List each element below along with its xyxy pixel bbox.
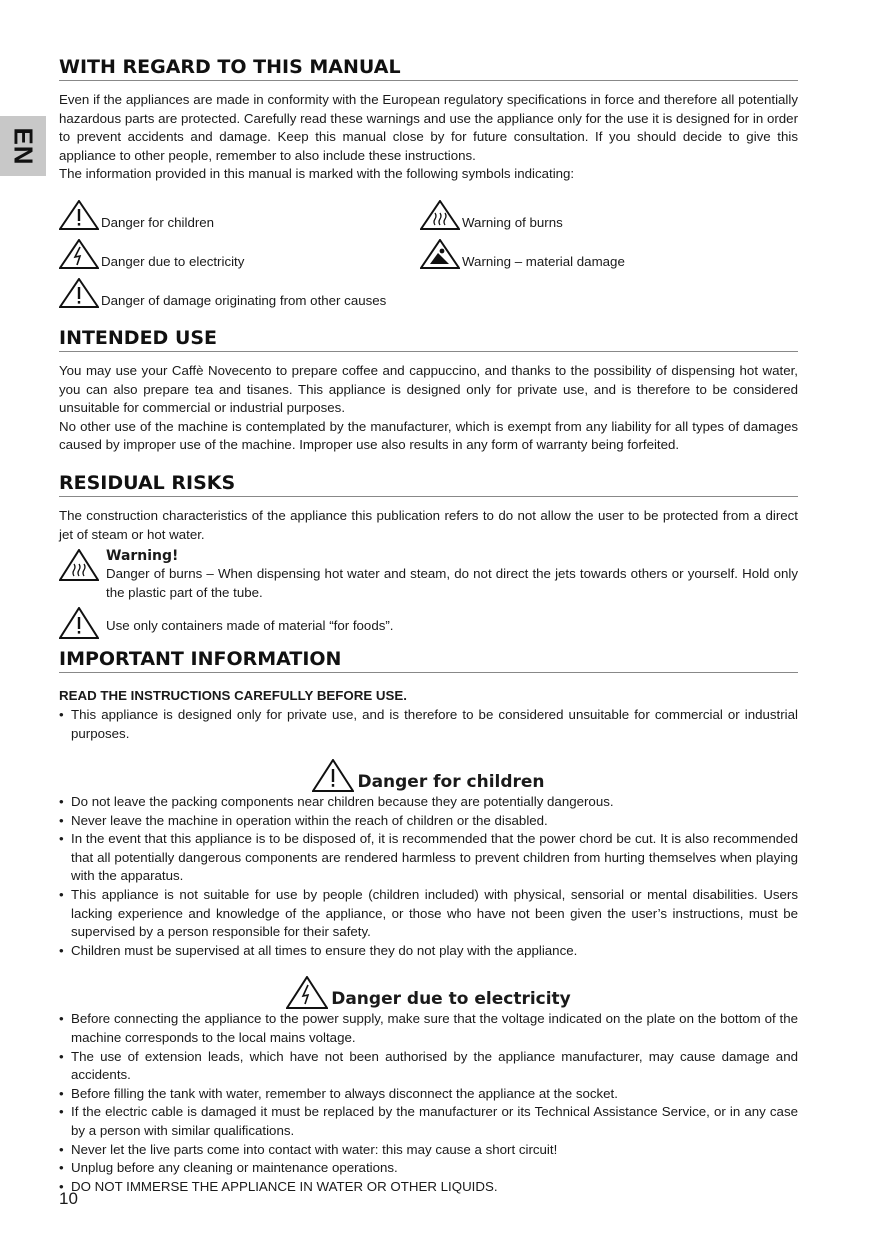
list-item: • This appliance is not suitable for use by people (children included) with physical, sensorial or mental disabilities. Users lacking experience and knowledge of the appliance, or those who have not been given the user’s instructions, must be supervised by a person responsible for their safety.	[59, 886, 798, 942]
warning-triangle-exclamation-icon	[312, 759, 354, 793]
list-item: • Do not leave the packing components near children because they are potentially dangerous.	[59, 793, 798, 812]
warning-triangle-electricity-icon	[286, 976, 328, 1010]
list-item: • Unplug before any cleaning or maintenance operations.	[59, 1159, 798, 1178]
children-danger-list	[59, 793, 798, 960]
warning-triangle-exclamation-icon	[59, 278, 99, 308]
list-item: • This appliance is designed only for private use, and is therefore to be considered unsuitable for commercial or industrial purposes.	[59, 706, 798, 743]
section-title-important-information: IMPORTANT INFORMATION	[59, 647, 798, 673]
page-number: 10	[59, 1189, 78, 1208]
section-intended-use	[59, 326, 798, 455]
warning-triangle-exclamation-icon	[59, 200, 99, 230]
symbol-legend	[59, 196, 798, 308]
list-item: • Never leave the machine in operation within the reach of children or the disabled.	[59, 812, 798, 831]
list-item: • Children must be supervised at all times to ensure they do not play with the appliance.	[59, 942, 798, 961]
list-item: • Before filling the tank with water, remember to always disconnect the appliance at the socket.	[59, 1085, 798, 1104]
subheading-danger-children: Danger for children	[59, 759, 798, 793]
subheading-danger-electricity: Danger due to electricity	[59, 976, 798, 1010]
food-containers-note	[59, 605, 798, 639]
list-item: • The use of extension leads, which have not been authorised by the appliance manufacturer, may cause damage and accidents.	[59, 1048, 798, 1085]
list-item: • Before connecting the appliance to the power supply, make sure that the voltage indicated on the plate on the bottom of the machine corresponds to the local mains voltage.	[59, 1010, 798, 1047]
language-tab: EN	[0, 116, 46, 176]
symbol-legend-item: Warning – material damage	[420, 235, 780, 269]
list-item: • DO NOT IMMERSE THE APPLIANCE IN WATER OR OTHER LIQUIDS.	[59, 1178, 798, 1197]
warning-triangle-material-damage-icon	[420, 239, 460, 269]
section-title-intended-use: INTENDED USE	[59, 326, 798, 352]
symbol-legend-item: Danger for children	[59, 196, 420, 230]
section-residual-risks	[59, 471, 798, 639]
paragraph: No other use of the machine is contemplated by the manufacturer, which is exempt from any liability for all types of damages caused by improper use of the machine. Improper use also results in any form of warranty being forfeited.	[59, 418, 798, 453]
paragraph: The construction characteristics of the appliance this publication refers to do not allow the user to be protected from a direct jet of steam or hot water.	[59, 507, 798, 542]
section-title-residual-risks: RESIDUAL RISKS	[59, 471, 798, 497]
warning-triangle-heat-icon	[59, 549, 99, 581]
symbol-legend-item: Warning of burns	[420, 196, 780, 230]
read-instructions-notice: READ THE INSTRUCTIONS CAREFULLY BEFORE USE.	[59, 688, 407, 704]
warning-triangle-electricity-icon	[59, 239, 99, 269]
list-item: • If the electric cable is damaged it must be replaced by the manufacturer or its Technical Assistance Service, or in any case by a person with similar qualifications.	[59, 1103, 798, 1140]
paragraph: Even if the appliances are made in conformity with the European regulatory specifications in force and therefore all potentially hazardous parts are protected. Carefully read these warnings and use the appliance only for the use it is designed for in order to prevent accidents and damage. Keep this manual close by for future consultation. If you should decide to give this appliance to other people, remember to also include these instructions.	[59, 92, 798, 163]
section-title-about-manual: WITH REGARD TO THIS MANUAL	[59, 55, 798, 81]
symbol-legend-item: Danger due to electricity	[59, 235, 420, 269]
intro-list	[59, 706, 798, 743]
section-about-manual	[59, 55, 798, 308]
section-important-information	[59, 647, 798, 1196]
note-text: Use only containers made of material “for foods”.	[106, 618, 394, 634]
list-item: • In the event that this appliance is to be disposed of, it is recommended that the power chord be cut. It is also recommended that all potentially dangerous components are rendered harmless to prevent children from hurting themselves when playing with the apparatus.	[59, 830, 798, 886]
burn-warning	[59, 547, 798, 602]
warning-title: Warning!	[106, 548, 179, 565]
manual-page	[59, 55, 798, 1196]
warning-triangle-heat-icon	[420, 200, 460, 230]
paragraph: The information provided in this manual is marked with the following symbols indicating:	[59, 166, 575, 182]
list-item: • Never let the live parts come into contact with water: this may cause a short circuit!	[59, 1141, 798, 1160]
electricity-danger-list	[59, 1010, 798, 1196]
warning-triangle-exclamation-icon	[59, 607, 99, 639]
paragraph: You may use your Caffè Novecento to prepare coffee and cappuccino, and thanks to the possibility of dispensing hot water, you can also prepare tea and tisanes. This appliance is designed only for private use, and is therefore to be considered unsuitable for commercial or industrial purposes.	[59, 362, 798, 416]
warning-text: Danger of burns – When dispensing hot water and steam, do not direct the jets towards others or yourself. Hold only the plastic part of the tube.	[106, 566, 798, 600]
symbol-legend-item: Danger of damage originating from other causes	[59, 274, 420, 308]
